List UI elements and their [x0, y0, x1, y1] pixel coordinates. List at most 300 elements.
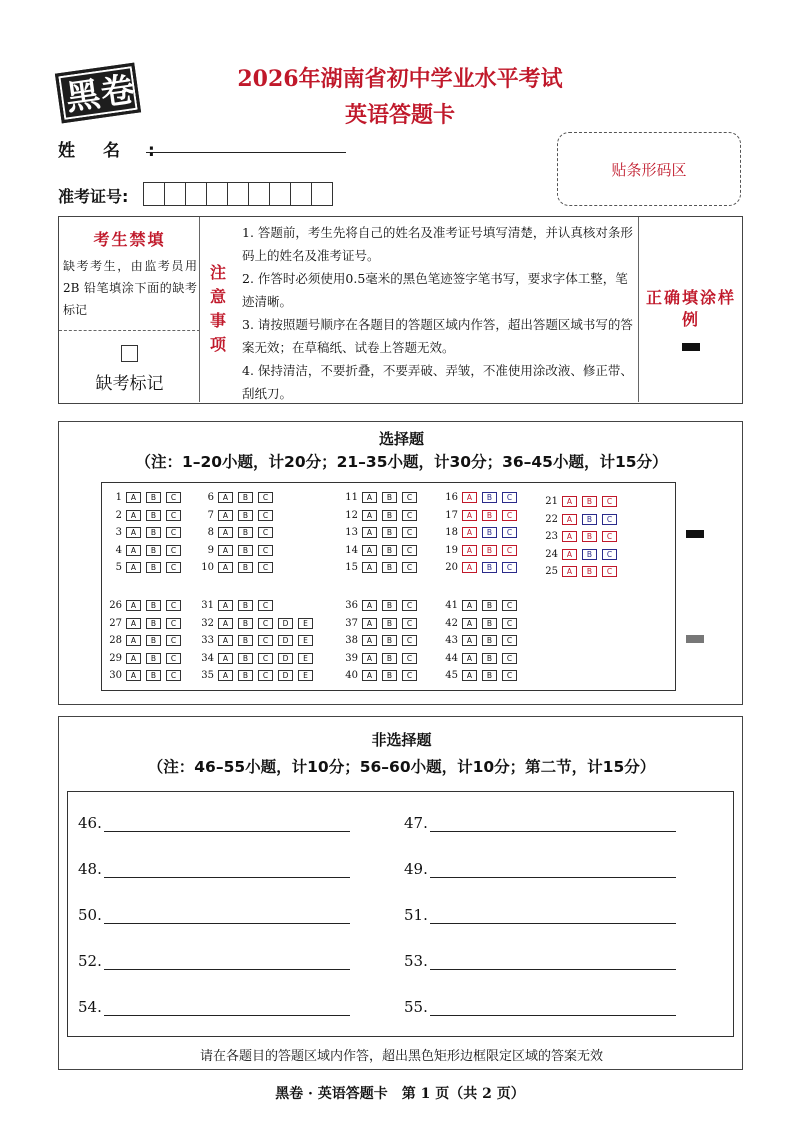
answer-blank-54[interactable]: [78, 998, 350, 1016]
question-16: [442, 490, 522, 505]
option-bubble-a[interactable]: A: [562, 514, 577, 525]
blank-line[interactable]: [104, 816, 350, 832]
option-bubble-a[interactable]: A: [562, 531, 577, 542]
choice-section: [58, 421, 743, 705]
answer-blank-55[interactable]: [404, 998, 676, 1016]
option-bubble-b[interactable]: B: [146, 600, 161, 611]
option-bubble-b[interactable]: B: [482, 545, 497, 556]
question-36: [342, 598, 422, 613]
question-20: [442, 560, 522, 575]
question-45: [442, 668, 522, 683]
timing-mark: [686, 530, 704, 538]
option-bubble-a[interactable]: A: [126, 653, 141, 664]
question-14: [342, 543, 422, 558]
option-bubble-a[interactable]: A: [126, 545, 141, 556]
question-number: 33: [201, 635, 214, 646]
absent-mark-label: 缺考标记: [95, 374, 164, 394]
option-bubble-c[interactable]: C: [402, 600, 417, 611]
question-10: [198, 560, 278, 575]
option-bubble-c[interactable]: C: [258, 635, 273, 646]
option-bubble-b[interactable]: B: [146, 653, 161, 664]
question-number: 3: [115, 527, 122, 538]
question-13: [342, 525, 422, 540]
option-bubble-e[interactable]: E: [298, 653, 313, 664]
option-bubble-a[interactable]: A: [218, 670, 233, 681]
option-bubble-c[interactable]: C: [402, 545, 417, 556]
question-number: 1: [115, 492, 122, 503]
option-bubble-c[interactable]: C: [602, 496, 617, 507]
option-bubble-c[interactable]: C: [258, 527, 273, 538]
option-bubble-b[interactable]: B: [238, 653, 253, 664]
option-bubble-c[interactable]: C: [258, 618, 273, 629]
option-bubble-c[interactable]: C: [502, 492, 517, 503]
question-5: [106, 560, 186, 575]
answer-blank-48[interactable]: [78, 860, 350, 878]
question-33: [198, 633, 318, 648]
blank-number: 55.: [404, 998, 428, 1016]
question-18: [442, 525, 522, 540]
option-bubble-c[interactable]: C: [166, 600, 181, 611]
question-7: [198, 508, 278, 523]
absent-heading: 考生禁填: [93, 230, 166, 249]
blank-line[interactable]: [104, 862, 350, 878]
option-bubble-a[interactable]: A: [462, 510, 477, 521]
question-number: 12: [345, 509, 358, 521]
option-bubble-b[interactable]: B: [382, 545, 397, 556]
option-bubble-a[interactable]: A: [218, 618, 233, 629]
logo-text: 黑卷: [63, 69, 139, 119]
blank-line[interactable]: [430, 954, 676, 970]
option-bubble-c[interactable]: C: [602, 531, 617, 542]
option-bubble-a[interactable]: A: [462, 600, 477, 611]
option-bubble-a[interactable]: A: [362, 562, 377, 573]
question-37: [342, 616, 422, 631]
option-bubble-a[interactable]: A: [462, 618, 477, 629]
option-bubble-b[interactable]: B: [382, 635, 397, 646]
question-43: [442, 633, 522, 648]
blank-number: 51.: [404, 906, 428, 924]
question-3: [106, 525, 186, 540]
option-bubble-c[interactable]: C: [502, 527, 517, 538]
option-bubble-a[interactable]: A: [362, 527, 377, 538]
option-bubble-a[interactable]: A: [462, 562, 477, 573]
option-bubble-b[interactable]: B: [582, 514, 597, 525]
option-bubble-a[interactable]: A: [362, 492, 377, 503]
question-number: 22: [545, 513, 558, 525]
blank-line[interactable]: [104, 1000, 350, 1016]
choice-title: 选择题: [378, 430, 424, 448]
option-bubble-a[interactable]: A: [126, 635, 141, 646]
option-bubble-c[interactable]: C: [258, 670, 273, 681]
option-bubble-a[interactable]: A: [562, 496, 577, 507]
option-bubble-c[interactable]: C: [166, 510, 181, 521]
option-bubble-b[interactable]: B: [582, 496, 597, 507]
option-bubble-b[interactable]: B: [482, 562, 497, 573]
question-31: [198, 598, 278, 613]
question-number: 16: [445, 492, 458, 503]
question-6: [198, 490, 278, 505]
option-bubble-b[interactable]: B: [582, 531, 597, 542]
answer-blank-46[interactable]: [78, 814, 350, 832]
option-bubble-c[interactable]: C: [166, 670, 181, 681]
blank-number: 49.: [404, 860, 428, 878]
blank-line[interactable]: [104, 908, 350, 924]
question-number: 7: [207, 509, 214, 521]
option-bubble-b[interactable]: B: [238, 600, 253, 611]
option-bubble-a[interactable]: A: [462, 527, 477, 538]
question-17: [442, 508, 522, 523]
option-bubble-b[interactable]: B: [482, 510, 497, 521]
option-bubble-c[interactable]: C: [502, 545, 517, 556]
blank-line[interactable]: [104, 954, 350, 970]
question-number: 37: [345, 617, 358, 629]
option-bubble-a[interactable]: A: [462, 670, 477, 681]
question-number: 45: [445, 670, 458, 681]
option-bubble-b[interactable]: B: [382, 527, 397, 538]
question-23: [542, 529, 622, 544]
question-27: [106, 616, 186, 631]
option-bubble-b[interactable]: B: [382, 492, 397, 503]
option-bubble-c[interactable]: C: [258, 562, 273, 573]
timing-mark: [686, 635, 704, 643]
blank-number: 46.: [78, 814, 102, 832]
option-bubble-a[interactable]: A: [362, 653, 377, 664]
option-bubble-c[interactable]: C: [166, 653, 181, 664]
exam-id-label: 准考证号:: [58, 187, 129, 206]
option-bubble-a[interactable]: A: [362, 545, 377, 556]
option-bubble-a[interactable]: A: [218, 635, 233, 646]
option-bubble-d[interactable]: D: [278, 670, 293, 681]
option-bubble-b[interactable]: B: [146, 545, 161, 556]
option-bubble-c[interactable]: C: [402, 635, 417, 646]
option-bubble-a[interactable]: A: [462, 492, 477, 503]
option-bubble-e[interactable]: E: [298, 635, 313, 646]
blank-number: 47.: [404, 814, 428, 832]
blank-number: 53.: [404, 952, 428, 970]
option-bubble-c[interactable]: C: [502, 562, 517, 573]
question-32: [198, 616, 318, 631]
answer-blank-49[interactable]: [404, 860, 676, 878]
blank-number: 50.: [78, 906, 102, 924]
question-number: 2: [115, 509, 122, 521]
answer-blank-52[interactable]: [78, 952, 350, 970]
option-bubble-b[interactable]: B: [238, 527, 253, 538]
question-24: [542, 547, 622, 562]
id-digit-box[interactable]: [269, 182, 291, 206]
option-bubble-d[interactable]: D: [278, 618, 293, 629]
option-bubble-b[interactable]: B: [238, 492, 253, 503]
blank-number: 48.: [78, 860, 102, 878]
notice-panel: [58, 216, 743, 404]
name-field[interactable]: [146, 152, 346, 153]
question-number: 13: [345, 527, 358, 538]
option-bubble-c[interactable]: C: [502, 510, 517, 521]
option-bubble-b[interactable]: B: [146, 510, 161, 521]
question-35: [198, 668, 318, 683]
answer-blank-47[interactable]: [404, 814, 676, 832]
option-bubble-c[interactable]: C: [602, 566, 617, 577]
written-note: （注：46–55小题，计10分；56–60小题，计10分；第二节，计15分）: [147, 758, 656, 776]
question-41: [442, 598, 522, 613]
option-bubble-c[interactable]: C: [258, 510, 273, 521]
note-item: 3. 请按照题号顺序在各题目的答题区域内作答，超出答题区域书写的答案无效；在草稿纸、试卷上答题无效。: [242, 317, 633, 355]
question-22: [542, 512, 622, 527]
option-bubble-a[interactable]: A: [362, 635, 377, 646]
answer-area: [67, 791, 734, 1037]
question-42: [442, 616, 522, 631]
question-number: 39: [345, 652, 358, 664]
written-warning: 请在各题目的答题区域内作答，超出黑色矩形边框限定区域的答案无效: [199, 1049, 603, 1064]
question-number: 6: [207, 492, 214, 503]
written-title: 非选择题: [371, 731, 432, 749]
option-bubble-a[interactable]: A: [218, 653, 233, 664]
option-bubble-a[interactable]: A: [126, 492, 141, 503]
option-bubble-a[interactable]: A: [362, 600, 377, 611]
id-digit-box[interactable]: [185, 182, 207, 206]
option-bubble-b[interactable]: B: [238, 670, 253, 681]
option-bubble-b[interactable]: B: [382, 653, 397, 664]
option-bubble-b[interactable]: B: [146, 618, 161, 629]
option-bubble-c[interactable]: C: [166, 618, 181, 629]
option-bubble-d[interactable]: D: [278, 635, 293, 646]
option-bubble-b[interactable]: B: [238, 562, 253, 573]
option-bubble-c[interactable]: C: [258, 492, 273, 503]
id-digit-box[interactable]: [290, 182, 312, 206]
option-bubble-b[interactable]: B: [238, 618, 253, 629]
option-bubble-a[interactable]: A: [126, 618, 141, 629]
option-bubble-c[interactable]: C: [402, 527, 417, 538]
question-number: 30: [109, 670, 122, 681]
option-bubble-c[interactable]: C: [602, 549, 617, 560]
question-number: 43: [445, 635, 458, 646]
option-bubble-a[interactable]: A: [126, 562, 141, 573]
option-bubble-a[interactable]: A: [362, 618, 377, 629]
question-number: 9: [207, 544, 214, 556]
blank-line[interactable]: [430, 1000, 676, 1016]
written-section: [58, 716, 743, 1070]
option-bubble-c[interactable]: C: [502, 618, 517, 629]
option-bubble-c[interactable]: C: [166, 545, 181, 556]
question-number: 21: [545, 496, 558, 507]
question-number: 17: [445, 509, 458, 521]
note-item: 4. 保持清洁，不要折叠，不要弄破、弄皱，不准使用涂改液、修正带、刮纸刀。: [242, 363, 633, 401]
question-39: [342, 651, 422, 666]
id-digit-box[interactable]: [206, 182, 228, 206]
option-bubble-b[interactable]: B: [582, 549, 597, 560]
question-number: 42: [445, 617, 458, 629]
option-bubble-c[interactable]: C: [166, 492, 181, 503]
option-bubble-c[interactable]: C: [502, 653, 517, 664]
question-number: 38: [345, 635, 358, 646]
exam-title: 2026年湖南省初中学业水平考试: [237, 66, 563, 92]
option-bubble-b[interactable]: B: [482, 670, 497, 681]
option-bubble-b[interactable]: B: [482, 527, 497, 538]
answer-blank-50[interactable]: [78, 906, 350, 924]
id-digit-box[interactable]: [164, 182, 186, 206]
question-26: [106, 598, 186, 613]
option-bubble-e[interactable]: E: [298, 618, 313, 629]
option-bubble-c[interactable]: C: [166, 635, 181, 646]
option-bubble-b[interactable]: B: [238, 545, 253, 556]
option-bubble-b[interactable]: B: [482, 653, 497, 664]
question-34: [198, 651, 318, 666]
note-item: 1. 答题前，考生先将自己的姓名及准考证号填写清楚，并认真核对条形码上的姓名及准考证号。: [242, 225, 633, 263]
question-11: [342, 490, 422, 505]
option-bubble-c[interactable]: C: [602, 514, 617, 525]
question-number: 19: [445, 544, 458, 556]
option-bubble-a[interactable]: A: [562, 566, 577, 577]
option-bubble-c[interactable]: C: [166, 527, 181, 538]
question-number: 8: [207, 527, 214, 538]
option-bubble-e[interactable]: E: [298, 670, 313, 681]
option-bubble-b[interactable]: B: [382, 670, 397, 681]
absent-description: 缺考考生，由监考员用 2B 铅笔填涂下面的缺考标记: [63, 259, 197, 317]
absent-checkbox[interactable]: [121, 345, 138, 362]
question-number: 32: [201, 617, 214, 629]
option-bubble-a[interactable]: A: [362, 670, 377, 681]
option-bubble-b[interactable]: B: [482, 618, 497, 629]
option-bubble-a[interactable]: A: [126, 510, 141, 521]
blank-line[interactable]: [430, 862, 676, 878]
option-bubble-b[interactable]: B: [238, 510, 253, 521]
question-number: 40: [345, 670, 358, 681]
option-bubble-c[interactable]: C: [258, 653, 273, 664]
option-bubble-b[interactable]: B: [482, 635, 497, 646]
option-bubble-d[interactable]: D: [278, 653, 293, 664]
exam-id-boxes[interactable]: [143, 182, 332, 206]
option-bubble-b[interactable]: B: [146, 562, 161, 573]
question-12: [342, 508, 422, 523]
question-number: 34: [201, 652, 214, 664]
question-9: [198, 543, 278, 558]
question-30: [106, 668, 186, 683]
sheet-title: 英语答题卡: [344, 103, 455, 128]
question-38: [342, 633, 422, 648]
question-number: 35: [201, 670, 214, 681]
choice-note: （注：1–20小题，计20分；21–35小题，计30分；36–45小题，计15分）: [135, 453, 668, 471]
option-bubble-b[interactable]: B: [146, 670, 161, 681]
question-number: 41: [445, 600, 458, 611]
option-bubble-a[interactable]: A: [218, 545, 233, 556]
option-bubble-b[interactable]: B: [382, 600, 397, 611]
question-number: 25: [545, 566, 558, 577]
question-number: 5: [115, 562, 122, 573]
option-bubble-a[interactable]: A: [218, 527, 233, 538]
option-bubble-a[interactable]: A: [462, 635, 477, 646]
sample-panel: [638, 217, 742, 402]
option-bubble-c[interactable]: C: [402, 670, 417, 681]
option-bubble-a[interactable]: A: [218, 562, 233, 573]
option-bubble-a[interactable]: A: [362, 510, 377, 521]
option-bubble-b[interactable]: B: [382, 510, 397, 521]
question-8: [198, 525, 278, 540]
option-bubble-a[interactable]: A: [126, 527, 141, 538]
option-bubble-b[interactable]: B: [146, 527, 161, 538]
option-bubble-a[interactable]: A: [218, 510, 233, 521]
answer-blank-53[interactable]: [404, 952, 676, 970]
option-bubble-a[interactable]: A: [218, 492, 233, 503]
notes-panel: [200, 217, 638, 402]
question-number: 29: [109, 652, 122, 664]
option-bubble-b[interactable]: B: [146, 635, 161, 646]
option-bubble-c[interactable]: C: [402, 492, 417, 503]
option-bubble-b[interactable]: B: [482, 600, 497, 611]
option-bubble-a[interactable]: A: [562, 549, 577, 560]
question-number: 18: [445, 527, 458, 538]
question-1: [106, 490, 186, 505]
option-bubble-b[interactable]: B: [146, 492, 161, 503]
answer-blank-51[interactable]: [404, 906, 676, 924]
option-bubble-c[interactable]: C: [402, 562, 417, 573]
question-number: 28: [109, 635, 122, 646]
sample-fill-mark: [682, 343, 700, 351]
question-19: [442, 543, 522, 558]
option-bubble-a[interactable]: A: [126, 670, 141, 681]
question-number: 10: [201, 562, 214, 573]
question-number: 20: [445, 562, 458, 573]
blank-line[interactable]: [430, 908, 676, 924]
question-number: 31: [201, 600, 214, 611]
blank-number: 54.: [78, 998, 102, 1016]
note-item: 2. 作答时必须使用0.5毫米的黑色笔迹签字笔书写，要求字体工整，笔迹清晰。: [242, 271, 628, 309]
blank-number: 52.: [78, 952, 102, 970]
question-number: 15: [345, 562, 358, 573]
option-bubble-b[interactable]: B: [582, 566, 597, 577]
question-number: 26: [109, 600, 122, 611]
question-25: [542, 564, 622, 579]
option-bubble-c[interactable]: C: [402, 510, 417, 521]
question-number: 24: [545, 548, 558, 560]
option-bubble-b[interactable]: B: [382, 618, 397, 629]
id-digit-box[interactable]: [311, 182, 333, 206]
question-40: [342, 668, 422, 683]
option-bubble-b[interactable]: B: [482, 492, 497, 503]
barcode-area: 贴条形码区: [557, 132, 741, 206]
choice-grid: [101, 482, 676, 691]
option-bubble-c[interactable]: C: [258, 545, 273, 556]
option-bubble-c[interactable]: C: [402, 653, 417, 664]
option-bubble-c[interactable]: C: [402, 618, 417, 629]
blank-line[interactable]: [430, 816, 676, 832]
option-bubble-c[interactable]: C: [502, 635, 517, 646]
option-bubble-c[interactable]: C: [258, 600, 273, 611]
option-bubble-b[interactable]: B: [238, 635, 253, 646]
option-bubble-c[interactable]: C: [502, 670, 517, 681]
option-bubble-a[interactable]: A: [462, 545, 477, 556]
id-digit-box[interactable]: [143, 182, 165, 206]
question-28: [106, 633, 186, 648]
question-number: 44: [445, 652, 458, 664]
question-number: 11: [345, 492, 358, 503]
option-bubble-a[interactable]: A: [462, 653, 477, 664]
option-bubble-b[interactable]: B: [382, 562, 397, 573]
absent-panel: [59, 217, 200, 402]
question-15: [342, 560, 422, 575]
question-2: [106, 508, 186, 523]
question-number: 23: [545, 531, 558, 542]
id-digit-box[interactable]: [227, 182, 249, 206]
name-label: 姓名:: [58, 141, 183, 161]
question-4: [106, 543, 186, 558]
option-bubble-a[interactable]: A: [126, 600, 141, 611]
option-bubble-a[interactable]: A: [218, 600, 233, 611]
question-29: [106, 651, 186, 666]
notes-heading: 注意事项: [209, 263, 226, 354]
id-digit-box[interactable]: [248, 182, 270, 206]
option-bubble-c[interactable]: C: [502, 600, 517, 611]
option-bubble-c[interactable]: C: [166, 562, 181, 573]
page-footer: 黑卷 · 英语答题卡 第 1 页（共 2 页）: [275, 1086, 525, 1102]
